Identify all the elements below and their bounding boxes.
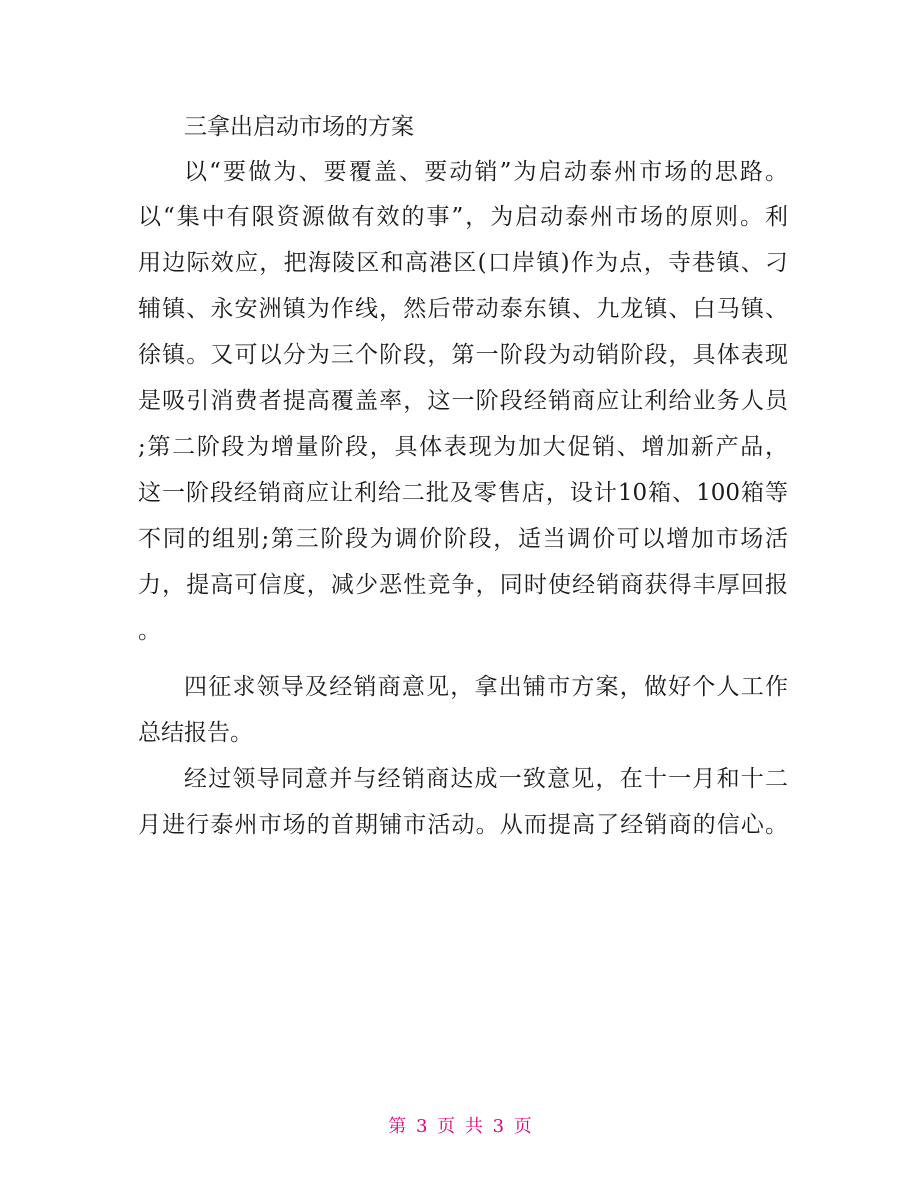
section-heading-4: 四征求领导及经销商意见，拿出铺市方案，做好个人工作 (184, 674, 788, 700)
page-number-footer: 第 3 页 共 3 页 (388, 1116, 532, 1137)
paragraph-line: 月进行泰州市场的首期铺市活动。从而提高了经销商的信心。 (138, 812, 788, 838)
paragraph-line: 不同的组别;第三阶段为调价阶段，适当调价可以增加市场活 (138, 526, 788, 552)
section-heading-3: 三拿出启动市场的方案 (184, 114, 414, 140)
paragraph-line: 以“集中有限资源做有效的事”，为启动泰州市场的原则。利 (138, 204, 788, 230)
paragraph-line: 这一阶段经销商应让利给二批及零售店，设计10箱、100箱等 (138, 480, 788, 506)
section-heading-4-continued: 总结报告。 (138, 720, 253, 746)
paragraph-line: 用边际效应，把海陵区和高港区(口岸镇)作为点，寺巷镇、刁 (138, 250, 788, 276)
paragraph-line: 力，提高可信度，减少恶性竞争，同时使经销商获得丰厚回报 (138, 572, 788, 598)
paragraph-line: 徐镇。又可以分为三个阶段，第一阶段为动销阶段，具体表现 (138, 342, 788, 368)
paragraph-line: 辅镇、永安洲镇为作线，然后带动泰东镇、九龙镇、白马镇、 (138, 296, 788, 322)
paragraph-line: 以“要做为、要覆盖、要动销”为启动泰州市场的思路。 (184, 159, 788, 185)
paragraph-line: ;第二阶段为增量阶段，具体表现为加大促销、增加新产品， (138, 434, 788, 460)
paragraph-line: 。 (138, 618, 161, 644)
paragraph-line: 是吸引消费者提高覆盖率，这一阶段经销商应让利给业务人员 (138, 388, 788, 414)
paragraph-line: 经过领导同意并与经销商达成一致意见，在十一月和十二 (184, 766, 788, 792)
